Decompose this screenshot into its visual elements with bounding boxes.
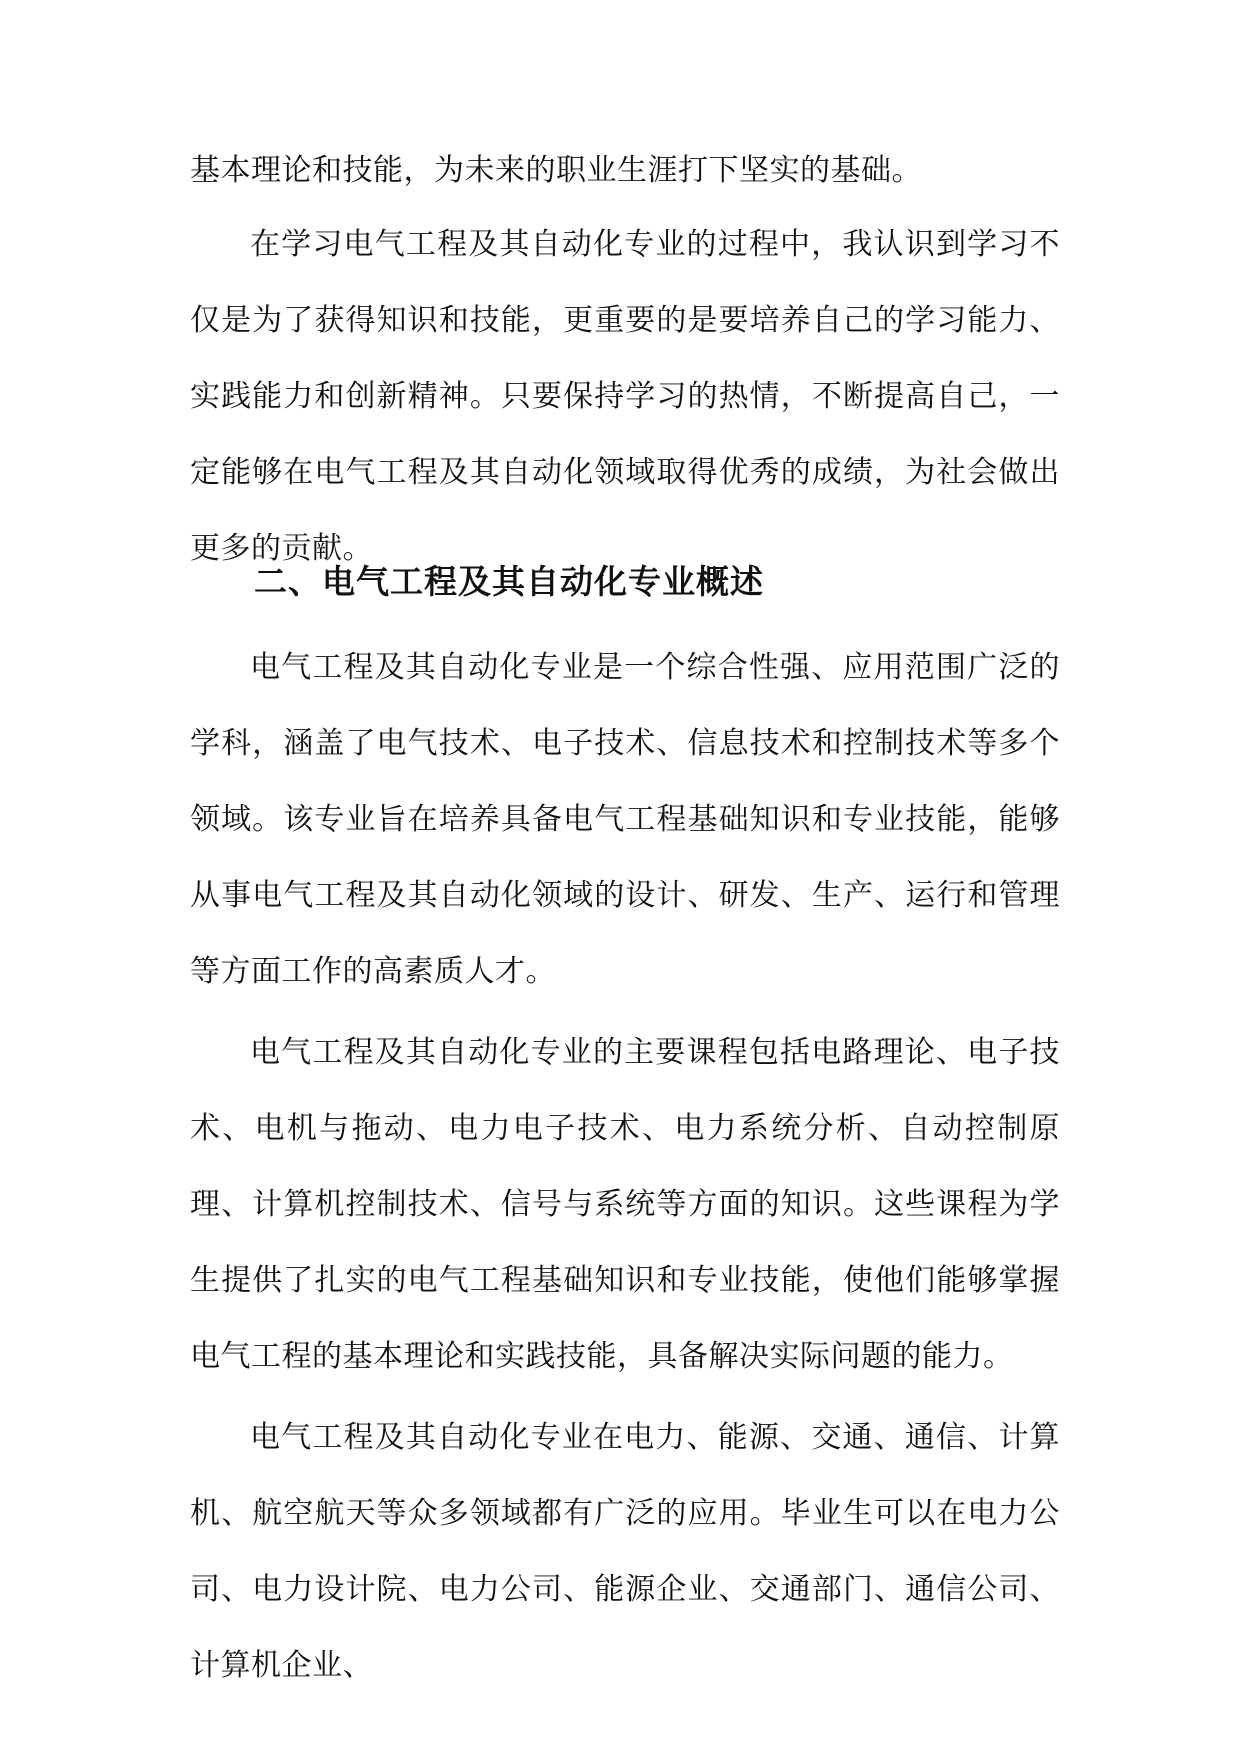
section-heading: 二、电气工程及其自动化专业概述 xyxy=(254,562,764,601)
paragraph-applications: 电气工程及其自动化专业在电力、能源、交通、通信、计算机、航空航天等众多领域都有广泛的应用。毕业生可以在电力公司、电力设计院、电力公司、能源企业、交通部门、通信公司、计算机企业、 xyxy=(190,1420,1060,1683)
paragraph-main-courses: 电气工程及其自动化专业的主要课程包括电路理论、电子技术、电机与拖动、电力电子技术、电力系统分析、自动控制原理、计算机控制技术、信号与系统等方面的知识。这些课程为学生提供了扎实的电气工程基础知识和专业技能，使他们能够掌握电气工程的基本理论和实践技能，具备解决实际问题的能力。 xyxy=(190,1035,1060,1374)
paragraph-continuation: 基本理论和技能，为未来的职业生涯打下坚实的基础。 xyxy=(190,153,922,188)
paragraph-major-overview: 电气工程及其自动化专业是一个综合性强、应用范围广泛的学科，涵盖了电气技术、电子技术、信息技术和控制技术等多个领域。该专业旨在培养具备电气工程基础知识和专业技能，能够从事电气工程及其自动化领域的设计、研发、生产、运行和管理等方面工作的高素质人才。 xyxy=(190,650,1060,989)
paragraph-learning-reflection: 在学习电气工程及其自动化专业的过程中，我认识到学习不仅是为了获得知识和技能，更重要的是要培养自己的学习能力、实践能力和创新精神。只要保持学习的热情，不断提高自己，一定能够在电气工程及其自动化领域取得优秀的成绩，为社会做出更多的贡献。 xyxy=(190,227,1060,566)
